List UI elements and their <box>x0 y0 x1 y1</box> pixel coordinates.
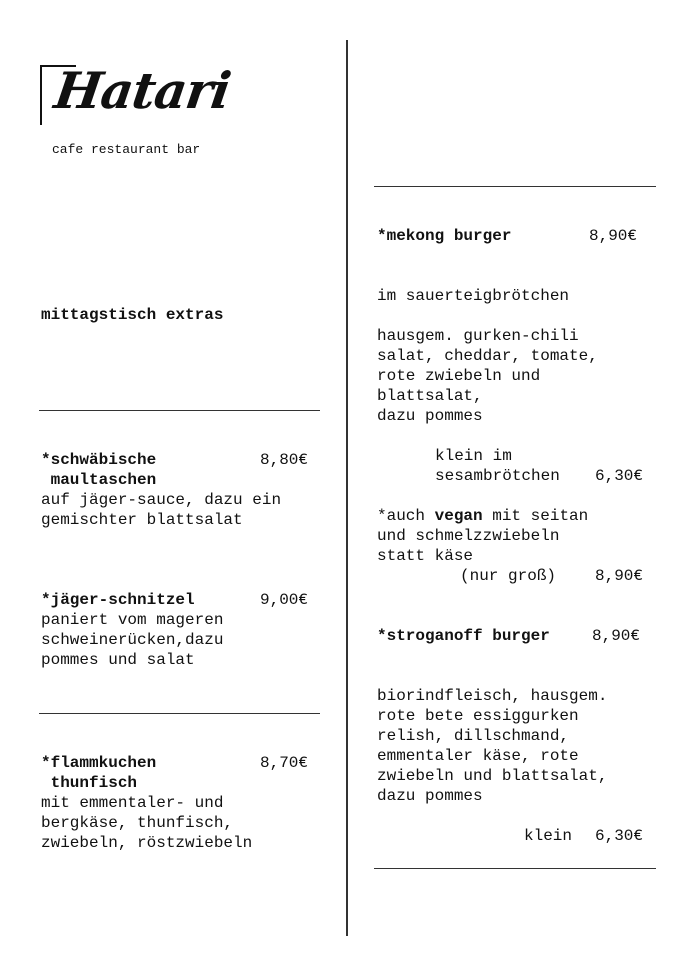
item-description: gemischter blattsalat <box>41 511 243 529</box>
brand-tagline: cafe restaurant bar <box>52 142 201 157</box>
item-description: hausgem. gurken-chili <box>377 327 579 345</box>
item-description: blattsalat, <box>377 387 483 405</box>
item-description: rote bete essiggurken <box>377 707 579 725</box>
item-description: salat, cheddar, tomate, <box>377 347 598 365</box>
item-name: *stroganoff burger <box>377 627 550 645</box>
item-name: thunfisch <box>41 774 138 792</box>
item-description: rote zwiebeln und <box>377 367 541 385</box>
item-price: 8,70€ <box>260 754 309 772</box>
item-description: biorindfleisch, hausgem. <box>377 687 608 705</box>
vegan-note-text: mit seitan <box>482 507 589 525</box>
brand-logo: Hatari <box>50 61 234 120</box>
vegan-size-note: (nur groß) <box>460 567 557 585</box>
divider-line <box>39 713 320 714</box>
vegan-note <box>377 506 588 526</box>
item-description: dazu pommes <box>377 407 483 425</box>
item-subtitle: im sauerteigbrötchen <box>377 287 570 305</box>
vegan-note: statt käse <box>377 547 474 565</box>
divider-line <box>374 868 656 869</box>
column-divider <box>346 40 348 936</box>
vegan-word: vegan <box>434 507 483 525</box>
item-description: zwiebeln und blattsalat, <box>377 767 608 785</box>
item-description: auf jäger-sauce, dazu ein <box>41 491 282 509</box>
item-name: *schwäbische <box>41 451 157 469</box>
item-price: 9,00€ <box>260 591 309 609</box>
item-description: bergkäse, thunfisch, <box>41 814 234 832</box>
small-option-price: 6,30€ <box>595 827 644 845</box>
small-option-label: sesambrötchen <box>435 467 560 485</box>
item-description: schweinerücken,dazu <box>41 631 224 649</box>
vegan-note: und schmelzzwiebeln <box>377 527 560 545</box>
divider-line <box>374 186 656 187</box>
item-name: *jäger-schnitzel <box>41 591 195 609</box>
item-description: emmentaler käse, rote <box>377 747 579 765</box>
item-description: zwiebeln, röstzwiebeln <box>41 834 253 852</box>
item-description: relish, dillschmand, <box>377 727 570 745</box>
divider-line <box>39 410 320 411</box>
item-name: maultaschen <box>41 471 157 489</box>
item-description: mit emmentaler- und <box>41 794 224 812</box>
section-title: mittagstisch extras <box>41 306 224 324</box>
item-price: 8,90€ <box>592 627 641 645</box>
item-description: paniert vom mageren <box>41 611 224 629</box>
item-name: *mekong burger <box>377 227 512 245</box>
vegan-note-text: *auch <box>377 507 435 525</box>
item-price: 8,80€ <box>260 451 309 469</box>
item-price: 8,90€ <box>589 227 638 245</box>
vegan-price: 8,90€ <box>595 567 644 585</box>
item-description: dazu pommes <box>377 787 483 805</box>
item-description: pommes und salat <box>41 651 195 669</box>
small-option-label: klein im <box>435 447 512 465</box>
small-option-label: klein <box>524 827 573 845</box>
small-option-price: 6,30€ <box>595 467 644 485</box>
item-name: *flammkuchen <box>41 754 157 772</box>
